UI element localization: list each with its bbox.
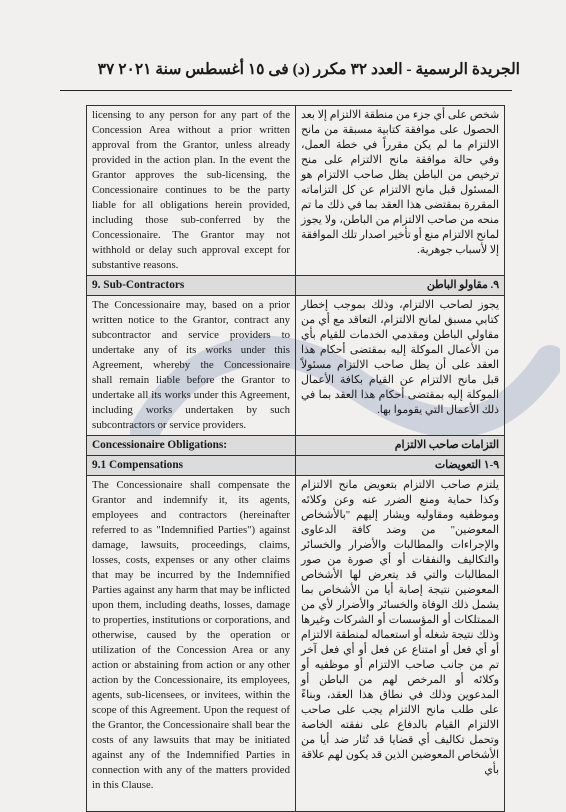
arabic-subcontractors-text: يجوز لصاحب الالتزام، وذلك بموجب إخطار كتابي مسبق لمانح الالتزام، التعاقد مع أي من مقاولي الباطن ومقدمي الخدمات للقيام بأي من الأعمال الموكلة إليه بمقتضى أحكام هذا العقد على أن يظل صاحب الالتزام مسئولاً قبل مانح الالتزام عن القيام بكافة الأعمال الموكلة إليه بمقتضى أحكام هذا العقد بما في ذلك الأعمال التي يقوموا بها. <box>296 296 505 436</box>
arabic-obligations-heading: التزامات صاحب الالتزام <box>296 436 505 456</box>
english-obligations-heading: Concessionaire Obligations: <box>87 436 296 456</box>
english-subcontractors-text: The Concessionaire may, based on a prior written notice to the Grantor, contract any subcontractor and service providers to undertake any of its works under this Agreement, whereby the Concessionaire shall remain liable before the Grantor to undertake all its works under this Agreement, including works undertaken by such subcontractors or service providers. <box>87 296 296 436</box>
bilingual-contract-table <box>86 105 505 812</box>
arabic-compensations-heading: ٩-١ التعويضات <box>296 456 505 476</box>
row-obligations-heading <box>87 436 505 456</box>
row-subcontractors-heading <box>87 276 505 296</box>
english-sublicensing-text: licensing to any person for any part of the Concession Area without a prior written approval from the Grantor, unless already provided in the action plan. In the event the Grantor approves the sub-licensing, the Concessionaire continues to be the party liable for all obligations herein provided, including those sub-conferred by the Concessionaire. The Grantor may not withhold or delay such approval except for substantive reasons. <box>87 106 296 276</box>
english-compensations-heading: 9.1 Compensations <box>87 456 296 476</box>
english-compensations-text: The Concessionaire shall compensate the Grantor and indemnify it, its agents, employees and contractors (hereinafter referred to as "Indemnified Parties") against damage, lawsuits, proceedings, claims, losses, costs, expenses or any other claims that may be incurred by the Indemnified Parties against any harm that may be inflicted upon them, including deaths, losses, damage to properties, institutions or corporations, and otherwise, caused by the operation or utilization of the Concession Area or any action or abstaining from action or any other action by the Concessionaire, its employees, agents, sub-licensees, or invitees, within the scope of this Agreement. Upon the request of the Grantor, the Concessionaire shall bear the costs of any lawsuits that may be initiated against any of the Indemnified Parties in connection with any of the matters provided in this Clause. <box>87 476 296 812</box>
english-subcontractors-heading: 9. Sub-Contractors <box>87 276 296 296</box>
row-sublicensing <box>87 106 505 276</box>
header-divider <box>60 90 512 91</box>
row-compensations-heading <box>87 456 505 476</box>
arabic-subcontractors-heading: ٩. مقاولو الباطن <box>296 276 505 296</box>
arabic-compensations-text: يلتزم صاحب الالتزام بتعويض مانح الالتزام وكذا حماية ومنع الضرر عنه وعن وكلائه وموظفيه ومقاوليه ويشار إليهم "بالأشخاص المعوضين" من وضد كافة الدعاوى والإجراءات والمطالبات والأضرار والخسائر والتكاليف والنفقات أو أي صورة من صور المطالبات والتي قد يتعرض لها الأشخاص المعوضين نتيجة إصابة أيا من الأشخاص بما يشمل ذلك الوفاة والخسائر والأضرار لأي من الممتلكات أو المؤسسات أو الشركات وغيرها وذلك نتيجة شغله أو استعماله لمنطقة الالتزام أو أي فعل أو امتناع عن فعل أو أي فعل آخر تم من جانب صاحب الالتزام أو موظفيه أو وكلائه أو المرخص لهم من الباطن أو المدعوين وذلك في نطاق هذا العقد، وبناءً على طلب مانح الالتزام يجب على صاحب الالتزام القيام بالدفاع على نفقته الخاصة وتحمل تكاليف أي قضايا قد تُثار ضد أيا من الأشخاص المعوضين الذين قد يكون لهم علاقة بأي <box>296 476 505 812</box>
row-subcontractors <box>87 296 505 436</box>
row-compensations <box>87 476 505 812</box>
arabic-sublicensing-text: شخص على أي جزء من منطقة الالتزام إلا بعد الحصول على موافقة كتابية مسبقة من مانح الالتزام ما لم يكن مقرراً في خطة العمل، وفي حالة موافقة مانح الالتزام على منح ترخيص من الباطن يظل صاحب الالتزام هو المسئول قبل مانح الالتزام عن كل التزاماته المقررة بمقتضى هذا العقد بما في ذلك ما تم منحه من صاحب الالتزام من الباطن، ولا يجوز لمانح الالتزام منع أو تأخير اصدار تلك الموافقة إلا لأسباب جوهرية. <box>296 106 505 276</box>
page-header: الجريدة الرسمية - العدد ٣٢ مكرر (د) فى ١٥ أغسطس سنة ٢٠٢١ ٣٧ <box>97 61 520 78</box>
